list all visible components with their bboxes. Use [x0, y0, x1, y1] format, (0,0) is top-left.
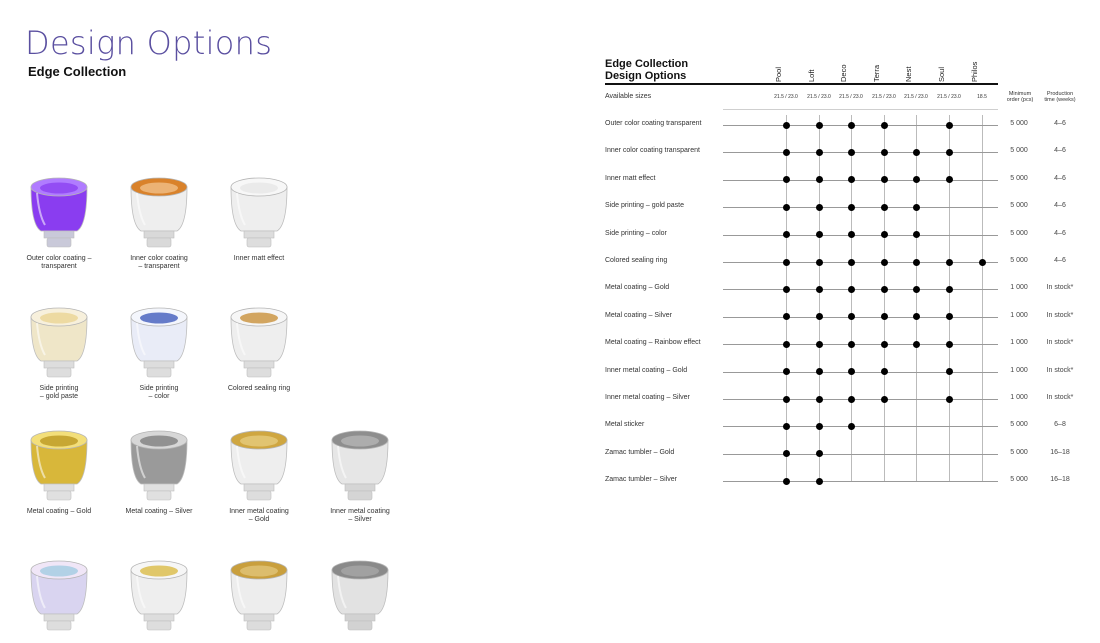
- availability-dot: [816, 286, 823, 293]
- sizes-rule: [723, 109, 998, 110]
- inner-gold-tumbler-icon: [227, 428, 291, 504]
- column-header-label: Pool: [774, 66, 783, 82]
- inner-silver-tumbler-icon: [328, 428, 392, 504]
- availability-dot: [848, 204, 855, 211]
- min-order-value: 5 000: [1010, 202, 1028, 210]
- availability-dot: [816, 259, 823, 266]
- column-header: [970, 60, 996, 82]
- gallery-item: [9, 558, 109, 634]
- availability-dot: [783, 259, 790, 266]
- design-gallery: [0, 0, 430, 643]
- row-label: Side printing – gold paste: [605, 202, 684, 210]
- availability-dot: [816, 149, 823, 156]
- size-value: 21.5 / 23.0: [774, 94, 798, 100]
- row-label: Colored sealing ring: [605, 257, 668, 264]
- availability-dot: [783, 286, 790, 293]
- size-value: 21.5 / 23.0: [872, 94, 896, 100]
- row-label: Inner metal coating – Silver: [605, 394, 690, 401]
- matt-tumbler-icon: [227, 175, 291, 251]
- gallery-item: [209, 305, 309, 393]
- column-header-label: Terra: [872, 64, 881, 82]
- gallery-caption: Inner metal coating – Gold: [229, 508, 289, 523]
- min-order-value: 5 000: [1010, 229, 1028, 237]
- min-order-value: 5 000: [1010, 448, 1028, 456]
- availability-dot: [783, 204, 790, 211]
- production-time-value: 4–6: [1054, 257, 1066, 264]
- column-header: [807, 60, 833, 82]
- production-time-value: In stock*: [1046, 339, 1074, 347]
- table-top-rule: [605, 83, 998, 85]
- availability-dot: [816, 341, 823, 348]
- row-label: Metal coating – Rainbow effect: [605, 339, 701, 347]
- min-order-value: 5 000: [1010, 421, 1028, 429]
- availability-dot: [946, 176, 953, 183]
- table-title: [605, 58, 688, 82]
- gallery-item: [310, 558, 410, 634]
- availability-dot: [848, 122, 855, 129]
- min-order-value: 1 000: [1010, 366, 1028, 374]
- production-time-value: 4–6: [1054, 147, 1066, 155]
- gallery-item: [209, 175, 309, 263]
- purple-tumbler-icon: [27, 175, 91, 251]
- min-order-value: 5 000: [1010, 257, 1028, 264]
- min-order-header: Minimum order (pcs): [1006, 91, 1034, 103]
- availability-dot: [783, 341, 790, 348]
- row-line: [723, 289, 998, 290]
- availability-dot: [783, 478, 790, 485]
- blue-print-tumbler-icon: [127, 305, 191, 381]
- gallery-item: [209, 428, 309, 523]
- production-time-value: 6–8: [1054, 421, 1066, 429]
- page-subtitle: Edge Collection: [28, 64, 127, 79]
- row-line: [723, 454, 998, 455]
- availability-dot: [783, 450, 790, 457]
- availability-dot: [881, 231, 888, 238]
- availability-dot: [881, 313, 888, 320]
- gallery-caption: Side printing – color: [139, 385, 179, 400]
- min-order-value: 5 000: [1010, 476, 1028, 484]
- availability-dot: [913, 286, 920, 293]
- availability-dot: [913, 259, 920, 266]
- availability-dot: [848, 286, 855, 293]
- row-line: [723, 180, 998, 181]
- column-header-label: Nest: [904, 66, 913, 82]
- amber-tumbler-icon: [127, 175, 191, 251]
- rainbow-tumbler-icon: [27, 558, 91, 634]
- row-line: [723, 262, 998, 263]
- availability-dot: [881, 176, 888, 183]
- production-time-value: In stock*: [1046, 284, 1074, 292]
- row-label: Side printing – color: [605, 229, 667, 237]
- column-header: [872, 60, 898, 82]
- gallery-item: [109, 175, 209, 270]
- availability-dot: [848, 313, 855, 320]
- min-order-value: 1 000: [1010, 339, 1028, 347]
- table-title-line2: Design Options: [605, 70, 687, 82]
- availability-dot: [816, 478, 823, 485]
- min-order-value: 1 000: [1010, 394, 1028, 401]
- availability-dot: [881, 396, 888, 403]
- availability-dot: [816, 176, 823, 183]
- availability-dot: [946, 396, 953, 403]
- availability-dot: [881, 259, 888, 266]
- row-label: Metal coating – Gold: [605, 284, 670, 292]
- availability-dot: [848, 149, 855, 156]
- availability-dot: [913, 204, 920, 211]
- row-line: [723, 426, 998, 427]
- availability-dot: [848, 259, 855, 266]
- size-value: 18.5: [977, 94, 987, 100]
- availability-dot: [816, 368, 823, 375]
- availability-dot: [913, 341, 920, 348]
- row-line: [723, 235, 998, 236]
- row-line: [723, 344, 998, 345]
- size-value: 21.5 / 23.0: [807, 94, 831, 100]
- production-time-value: In stock*: [1046, 394, 1074, 401]
- zamac-gold-tumbler-icon: [227, 558, 291, 634]
- size-value: 21.5 / 23.0: [904, 94, 928, 100]
- min-order-value: 5 000: [1010, 147, 1028, 155]
- gallery-caption: Metal coating – Silver: [125, 508, 193, 515]
- gallery-item: [109, 558, 209, 634]
- gallery-caption: Inner matt effect: [233, 255, 285, 262]
- availability-dot: [783, 396, 790, 403]
- availability-dot: [848, 341, 855, 348]
- zamac-silver-tumbler-icon: [328, 558, 392, 634]
- availability-dot: [816, 450, 823, 457]
- production-time-value: In stock*: [1046, 311, 1074, 319]
- column-header: [774, 60, 800, 82]
- availability-dot: [946, 149, 953, 156]
- gallery-item: [109, 305, 209, 400]
- availability-dot: [816, 313, 823, 320]
- availability-dot: [816, 231, 823, 238]
- column-header: [839, 60, 865, 82]
- availability-dot: [881, 286, 888, 293]
- gallery-caption: Side printing – gold paste: [39, 385, 79, 400]
- availability-dot: [913, 149, 920, 156]
- availability-dot: [816, 423, 823, 430]
- availability-dot: [913, 176, 920, 183]
- min-order-value: 1 000: [1010, 311, 1028, 319]
- gold-tumbler-icon: [27, 428, 91, 504]
- gallery-caption: Metal coating – Gold: [26, 508, 92, 515]
- row-label: Zamac tumbler – Silver: [605, 476, 677, 484]
- production-time-value: In stock*: [1046, 366, 1074, 374]
- availability-dot: [946, 313, 953, 320]
- availability-dot: [783, 231, 790, 238]
- sticker-tumbler-icon: [127, 558, 191, 634]
- availability-dot: [946, 286, 953, 293]
- availability-dot: [881, 368, 888, 375]
- row-label: Inner metal coating – Gold: [605, 366, 688, 374]
- availability-dot: [783, 149, 790, 156]
- min-order-value: 5 000: [1010, 174, 1028, 182]
- availability-dot: [816, 396, 823, 403]
- row-line: [723, 207, 998, 208]
- availability-dot: [848, 231, 855, 238]
- availability-dot: [783, 313, 790, 320]
- gallery-item: [209, 558, 309, 634]
- availability-dot: [816, 204, 823, 211]
- availability-dot: [816, 122, 823, 129]
- row-line: [723, 125, 998, 126]
- availability-dot: [783, 176, 790, 183]
- row-line: [723, 399, 998, 400]
- size-value: 21.5 / 23.0: [839, 94, 863, 100]
- gallery-item: [9, 428, 109, 516]
- column-header-label: Philos: [970, 61, 979, 82]
- sizes-label: Available sizes: [605, 93, 652, 100]
- column-header-label: Deco: [839, 64, 848, 82]
- production-header: Production time (weeks): [1044, 91, 1076, 103]
- row-label: Zamac tumbler – Gold: [605, 448, 675, 456]
- min-order-value: 5 000: [1010, 120, 1028, 127]
- availability-dot: [946, 368, 953, 375]
- availability-dot: [946, 341, 953, 348]
- availability-dot: [913, 231, 920, 238]
- row-label: Inner color coating transparent: [605, 147, 700, 155]
- row-line: [723, 481, 998, 482]
- gallery-item: [9, 175, 109, 270]
- availability-dot: [783, 122, 790, 129]
- availability-dot: [979, 259, 986, 266]
- availability-dot: [848, 423, 855, 430]
- availability-dot: [881, 341, 888, 348]
- row-label: Inner matt effect: [605, 174, 656, 182]
- availability-dot: [946, 122, 953, 129]
- availability-dot: [848, 176, 855, 183]
- availability-dot: [946, 259, 953, 266]
- row-line: [723, 317, 998, 318]
- page-title: Design Options: [25, 24, 273, 62]
- availability-dot: [881, 122, 888, 129]
- row-label: Metal sticker: [605, 421, 645, 429]
- gallery-caption: Outer color coating – transparent: [26, 255, 92, 270]
- availability-dot: [848, 368, 855, 375]
- production-time-value: 16–18: [1050, 476, 1070, 484]
- row-label: Metal coating – Silver: [605, 311, 672, 319]
- silver-tumbler-icon: [127, 428, 191, 504]
- production-time-value: 4–6: [1054, 120, 1066, 127]
- table-title-line1: Edge Collection: [605, 58, 689, 70]
- availability-dot: [881, 204, 888, 211]
- production-time-value: 4–6: [1054, 174, 1066, 182]
- availability-dot: [783, 368, 790, 375]
- gallery-caption: Inner metal coating – Silver: [330, 508, 390, 523]
- gold-print-tumbler-icon: [27, 305, 91, 381]
- min-order-value: 1 000: [1010, 284, 1028, 292]
- availability-dot: [848, 396, 855, 403]
- design-options-table: [605, 52, 1085, 552]
- row-line: [723, 152, 998, 153]
- production-time-value: 16–18: [1050, 448, 1070, 456]
- availability-dot: [913, 313, 920, 320]
- availability-dot: [881, 149, 888, 156]
- column-header-label: Loft: [807, 69, 816, 82]
- row-label: Outer color coating transparent: [605, 120, 702, 127]
- gallery-caption: Inner color coating – transparent: [130, 255, 188, 270]
- row-line: [723, 372, 998, 373]
- gallery-caption: Colored sealing ring: [227, 385, 291, 392]
- gallery-item: [9, 305, 109, 400]
- sealing-ring-tumbler-icon: [227, 305, 291, 381]
- gallery-item: [109, 428, 209, 516]
- availability-dot: [783, 423, 790, 430]
- column-header-label: Soul: [937, 66, 946, 82]
- production-time-value: 4–6: [1054, 229, 1066, 237]
- gallery-item: [310, 428, 410, 523]
- production-time-value: 4–6: [1054, 202, 1066, 210]
- column-header: [937, 60, 963, 82]
- size-value: 21.5 / 23.0: [937, 94, 961, 100]
- column-header: [904, 60, 930, 82]
